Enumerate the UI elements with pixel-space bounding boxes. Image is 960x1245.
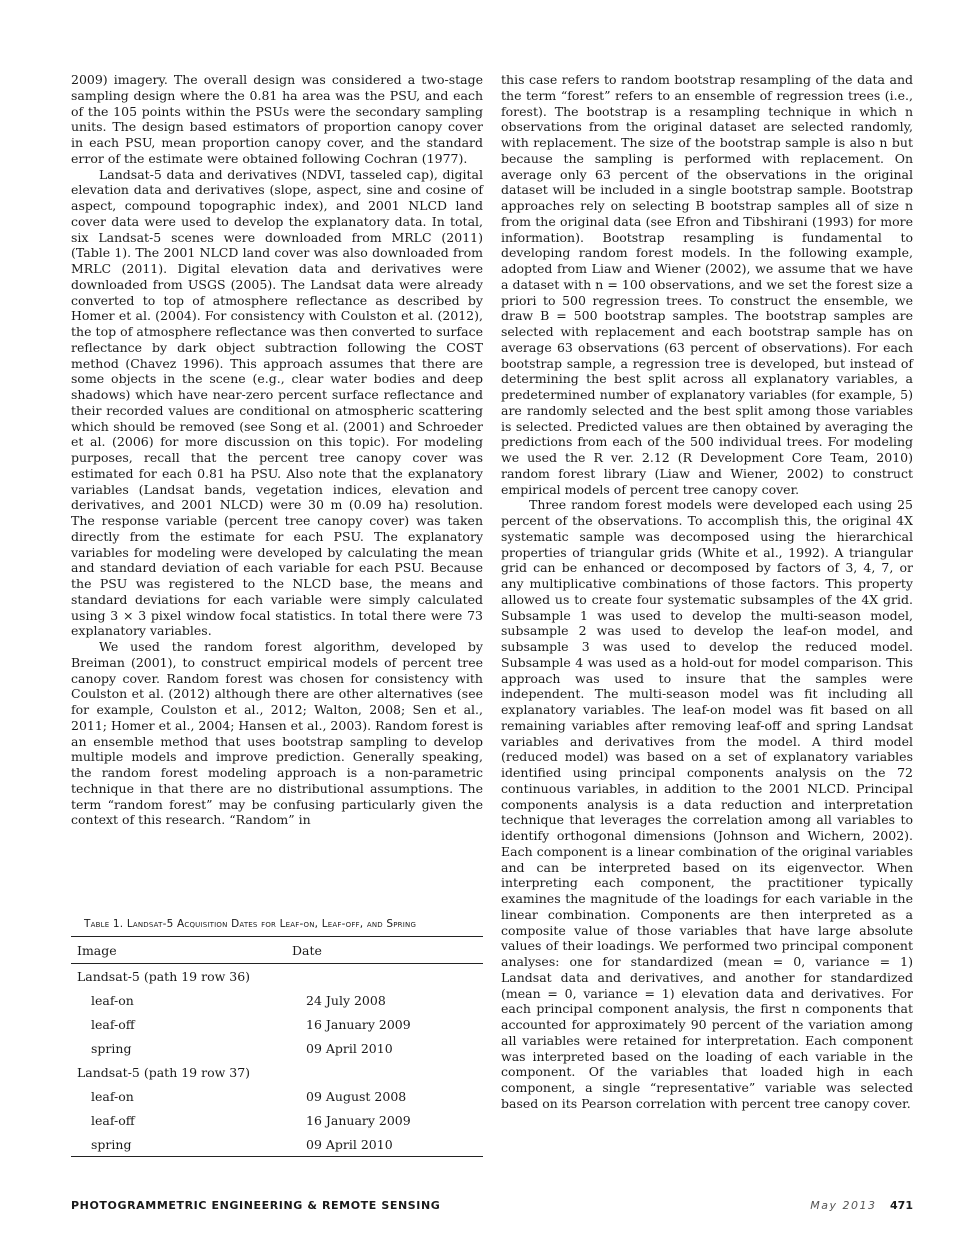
paragraph: 2009) imagery. The overall design was considered a two-stage sampling design where the 0.81 ha area was the PSU, and each of the 105 points within the PSUs were the secondary sampling units. The design based estimators of proportion canopy cover in each PSU, mean proportion canopy cover, and the standard error of the estimate were obtained following Cochran (1977). — [71, 72, 483, 166]
table-group-row — [71, 964, 483, 988]
table-row — [71, 1108, 483, 1132]
issue-date: May 2013 — [810, 1199, 877, 1212]
table-row — [71, 1132, 483, 1156]
image-cell: spring — [91, 1136, 132, 1152]
date-cell: 09 April 2010 — [306, 1040, 393, 1056]
table-row — [71, 1012, 483, 1036]
image-cell: leaf-on — [91, 992, 134, 1008]
journal-name: PHOTOGRAMMETRIC ENGINEERING & REMOTE SENSING — [71, 1199, 441, 1212]
acquisition-table — [71, 937, 483, 963]
image-cell: leaf-off — [91, 1016, 135, 1032]
date-cell: 09 August 2008 — [306, 1088, 407, 1104]
image-cell: leaf-off — [91, 1112, 135, 1128]
group-label: Landsat-5 (path 19 row 36) — [77, 968, 251, 984]
table-caption: Table 1. Landsat-5 Acquisition Dates for Leaf-on, Leaf-off, and Spring — [84, 918, 417, 930]
group-label: Landsat-5 (path 19 row 37) — [77, 1064, 251, 1080]
date-cell: 24 July 2008 — [306, 992, 386, 1008]
paragraph: this case refers to random bootstrap resampling of the data and the term “forest” refers to an ensemble of regression trees (i.e., forest). The bootstrap is a resampling technique in which n observations from the original dataset are selected randomly, with replacement. The size of the bootstrap sample is also n but because the sampling is performed with replacement. On average only 63 percent of the observations in the original dataset will be included in a single bootstrap sample. Bootstrap approaches rely on selecting B bootstrap samples all of size n from the original data (see Efron and Tibshirani (1993) for more information). Bootstrap resampling is fundamental to developing random forest models. In the following example, adopted from Liaw and Wiener (2002), we assume that we have a dataset with n = 100 observations, and we set the forest size a priori to 500 regression trees. To construct the ensemble, we draw B = 500 bootstrap samples. The bootstrap samples are selected with replacement and each bootstrap sample has on average 63 observations (63 percent of observations). For each bootstrap sample, a regression tree is developed, but instead of determining the best split across all explanatory variables, a predetermined number of explanatory variables (for example, 5) are randomly selected and the best split among those variables is selected. Predicted values are then obtained by averaging the predictions from each of the 500 individual trees. For modeling we used the R ver. 2.12 (R Development Core Team, 2010) random forest library (Liaw and Wiener, 2002) to construct empirical models of percent tree canopy cover. — [501, 72, 913, 497]
table-1 — [71, 918, 483, 1157]
date-cell: 16 January 2009 — [306, 1112, 411, 1128]
acquisition-table-body — [71, 964, 483, 1156]
page-number: 471 — [890, 1199, 913, 1212]
image-cell: leaf-on — [91, 1088, 134, 1104]
date-cell: 09 April 2010 — [306, 1136, 393, 1152]
table-row — [71, 1036, 483, 1060]
table-bottom-rule — [71, 1156, 483, 1157]
date-cell: 16 January 2009 — [306, 1016, 411, 1032]
table-row — [71, 1084, 483, 1108]
right-column — [501, 72, 913, 1112]
page-footer-right — [810, 1199, 913, 1212]
table-row — [71, 988, 483, 1012]
paragraph: We used the random forest algorithm, developed by Breiman (2001), to construct empirical models of percent tree canopy cover. Random forest was chosen for consistency with Coulston et al. (2012) although there are other alternatives (see for example, Coulston et al., 2012; Walton, 2008; Sen et al., 2011; Homer et al., 2004; Hansen et al., 2003). Random forest is an ensemble method that uses bootstrap sampling to develop multiple models and improve prediction. Generally speaking, the random forest modeling approach is a non-parametric technique in that there are no distributional assumptions. The term “random forest” may be confusing particularly given the context of this research. “Random” in — [71, 639, 483, 828]
header-image: Image — [77, 942, 117, 958]
paragraph: Landsat-5 data and derivatives (NDVI, tasseled cap), digital elevation data and derivatives (slope, aspect, sine and cosine of aspect, compound topographic index), and 2001 NLCD land cover data were used to develop the explanatory data. In total, six Landsat-5 scenes were downloaded from MRLC (2011) (Table 1). The 2001 NLCD land cover was also downloaded from MRLC (2011). Digital elevation data and derivatives were downloaded from USGS (2005). The Landsat data were already converted to top of atmosphere reflectance as described by Homer et al. (2004). For consistency with Coulston et al. (2012), the top of atmosphere reflectance was then converted to surface reflectance by dark object subtraction following the COST method (Chavez 1996). This approach assumes that there are some objects in the scene (e.g., clear water bodies and deep shadows) which have near-zero percent surface reflectance and their recorded values are conditional on atmospheric scattering which should be removed (see Song et al. (2001) and Schroeder et al. (2006) for more discussion on this topic). For modeling purposes, recall that the percent tree canopy cover was estimated for each 0.81 ha PSU. Also note that the explanatory variables (Landsat bands, vegetation indices, elevation and derivatives, and 2001 NLCD) were 30 m (0.09 ha) resolution. The response variable (percent tree canopy cover) was taken directly from the estimate for each PSU. The explanatory variables for modeling were developed by calculating the mean and standard deviation of each variable for each PSU. Because the PSU was registered to the NLCD base, the means and standard deviations for each variable were simply calculated using 3 × 3 pixel window focal statistics. In total there were 73 explanatory variables. — [71, 166, 483, 639]
paragraph: Three random forest models were developed each using 25 percent of the observations. To accomplish this, the original 4X systematic sample was decomposed using the hierarchical properties of triangular grids (White et al., 1992). A triangular grid can be enhanced or decomposed by factors of 3, 4, 7, or any multiplicative combinations of those factors. This property allowed us to create four systematic subsamples of the 4X grid. Subsample 1 was used to develop the multi-season model, subsample 2 was used to develop the leaf-on model, and subsample 3 was used to develop the reduced model. Subsample 4 was used as a hold-out for model comparison. This approach was used to insure that the samples were independent. The multi-season model was fit including all explanatory variables. The leaf-on model was fit based on all remaining variables after removing leaf-off and spring Landsat variables and derivatives from the model. A third model (reduced model) was based on a set of explanatory variables identified using principal components analysis on the 72 continuous variables, in addition to the 2001 NLCD. Principal components analysis is a data reduction and interpretation technique that leverages the correlation among all variables to identify orthogonal dimensions (Johnson and Wichern, 2002). Each component is a linear combination of the original variables and can be interpreted based on its eigenvector. When interpreting each component, the practitioner typically examines the magnitude of the loadings for each variable in the linear combination. Components are then interpreted as a composite value of those variables that have large absolute values of their loadings. We performed two principal component analyses: one for standardized (mean = 0, variance = 1) Landsat data and derivatives, and another for standardized (mean = 0, variance = 1) elevation data and derivatives. For each principal component analysis, the first n components that accounted for approximately 90 percent of the variation among all variables were retained for interpretation. Each component was interpreted based on the loading of each variable in the component. Of the variables that loaded high in each component, a single “representative” variable was selected based on its Pearson correlation with percent tree canopy cover. — [501, 497, 913, 1111]
header-date: Date — [292, 942, 322, 958]
table-header-row — [71, 937, 483, 963]
left-column — [71, 72, 483, 828]
table-group-row — [71, 1060, 483, 1084]
image-cell: spring — [91, 1040, 132, 1056]
